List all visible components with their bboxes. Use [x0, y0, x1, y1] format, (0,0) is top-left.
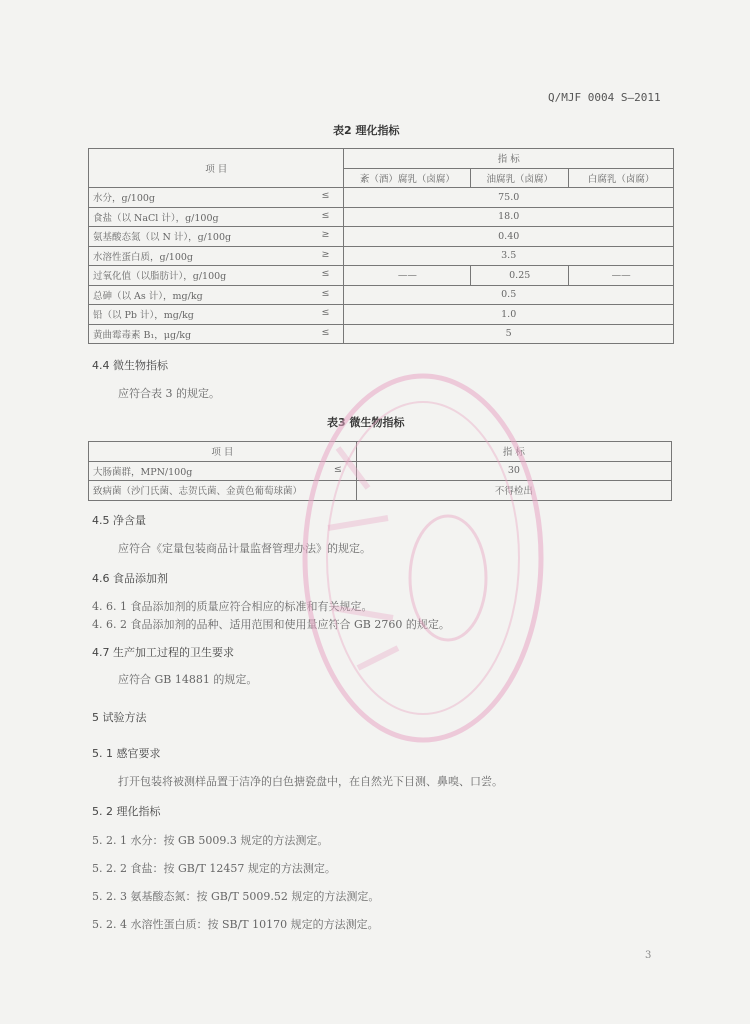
table3-head-index: 指 标 [356, 442, 671, 462]
section-4-5-title: 4.5 净含量 [92, 514, 146, 527]
operator: ≤ [321, 209, 330, 221]
table3-head-item: 项 目 [89, 442, 357, 462]
table2-subhead: 油腐乳（卤腐） [471, 168, 569, 188]
section-4-5-body: 应符合《定量包装商品计量监督管理办法》的规定。 [118, 542, 371, 555]
table2-header-row [89, 149, 674, 169]
item-label: 大肠菌群，MPN/100g [93, 466, 193, 478]
operator: ≤ [321, 287, 330, 299]
document-code: Q/MJF 0004 S—2011 [548, 91, 661, 104]
item-label: 水分，g/100g [93, 193, 155, 205]
section-5-2-title: 5. 2 理化指标 [92, 805, 161, 818]
item-label: 过氧化值（以脂肪计），g/100g [93, 271, 227, 283]
operator: ≤ [321, 326, 330, 338]
table-row [89, 246, 674, 266]
table2-item-cell [89, 188, 344, 208]
table2-item-cell [89, 285, 344, 305]
table2-item-cell [89, 305, 344, 325]
table-row [89, 285, 674, 305]
table2-subhead: 白腐乳（卤腐） [569, 168, 674, 188]
section-4-6-2: 4. 6. 2 食品添加剂的品种、适用范围和使用量应符合 GB 2760 的规定。 [92, 618, 450, 631]
table-row [89, 207, 674, 227]
operator: ≤ [321, 190, 330, 202]
item-label: 氨基酸态氮（以 N 计），g/100g [93, 232, 232, 244]
table2-value-cell: 0.25 [471, 266, 569, 286]
table2 [88, 148, 674, 344]
section-5-2-4: 5. 2. 4 水溶性蛋白质：按 SB/T 10170 规定的方法测定。 [92, 918, 379, 931]
table-row [89, 305, 674, 325]
section-4-4-body: 应符合表 3 的规定。 [118, 387, 220, 400]
section-4-4-title: 4.4 微生物指标 [92, 359, 168, 372]
seal-stamp [298, 368, 548, 748]
table-row [89, 266, 674, 286]
table-row [89, 227, 674, 247]
operator: ≤ [333, 463, 342, 475]
section-5-2-2: 5. 2. 2 食盐：按 GB/T 12457 规定的方法测定。 [92, 862, 336, 875]
section-4-6-1: 4. 6. 1 食品添加剂的质量应符合相应的标准和有关规定。 [92, 600, 373, 613]
page-number: 3 [645, 950, 652, 961]
item-label: 食盐（以 NaCl 计），g/100g [93, 212, 219, 224]
section-5-1-body: 打开包装将被测样品置于洁净的白色搪瓷盘中，在自然光下目测、鼻嗅、口尝。 [118, 775, 503, 788]
item-label: 黄曲霉毒素 B₁，μg/kg [93, 329, 192, 341]
table2-value-cell: —— [344, 266, 471, 286]
item-label: 铅（以 Pb 计），mg/kg [93, 310, 194, 322]
operator: ≥ [321, 229, 330, 241]
table2-item-cell [89, 207, 344, 227]
table3-caption: 表3 微生物指标 [327, 416, 405, 429]
section-5-2-1: 5. 2. 1 水分：按 GB 5009.3 规定的方法测定。 [92, 834, 329, 847]
table-row [89, 188, 674, 208]
section-5-1-title: 5. 1 感官要求 [92, 747, 161, 760]
table2-item-cell [89, 227, 344, 247]
table2-value-cell: 0.5 [344, 285, 674, 305]
table2-item-cell [89, 246, 344, 266]
section-5-2-3: 5. 2. 3 氨基酸态氮：按 GB/T 5009.52 规定的方法测定。 [92, 890, 380, 903]
table2-value-cell: 18.0 [344, 207, 674, 227]
table2-value-cell: 3.5 [344, 246, 674, 266]
table2-value-cell: 0.40 [344, 227, 674, 247]
operator: ≤ [321, 307, 330, 319]
table2-subhead: 紊（酒）腐乳（卤腐） [344, 168, 471, 188]
section-4-7-title: 4.7 生产加工过程的卫生要求 [92, 646, 234, 659]
table2-value-cell: 75.0 [344, 188, 674, 208]
table3-value-cell: 30 [356, 461, 671, 481]
table2-item-cell [89, 324, 344, 344]
table2-value-cell: 1.0 [344, 305, 674, 325]
table-row [89, 324, 674, 344]
operator: ≥ [321, 248, 330, 260]
table2-head-item: 项 目 [89, 149, 344, 188]
table2-caption: 表2 理化指标 [333, 124, 400, 137]
section-4-7-body: 应符合 GB 14881 的规定。 [118, 673, 258, 686]
table2-value-cell: 5 [344, 324, 674, 344]
item-label: 总砷（以 As 计），mg/kg [93, 290, 203, 302]
item-label: 水溶性蛋白质，g/100g [93, 251, 193, 263]
item-label: 致病菌（沙门氏菌、志贺氏菌、金黄色葡萄球菌） [93, 486, 303, 498]
table2-head-index: 指 标 [344, 149, 674, 169]
operator: ≤ [321, 268, 330, 280]
section-5-title: 5 试验方法 [92, 711, 147, 724]
table2-value-cell: —— [569, 266, 674, 286]
table3-value-cell: 不得检出 [356, 481, 671, 501]
table2-item-cell [89, 266, 344, 286]
section-4-6-title: 4.6 食品添加剂 [92, 572, 168, 585]
